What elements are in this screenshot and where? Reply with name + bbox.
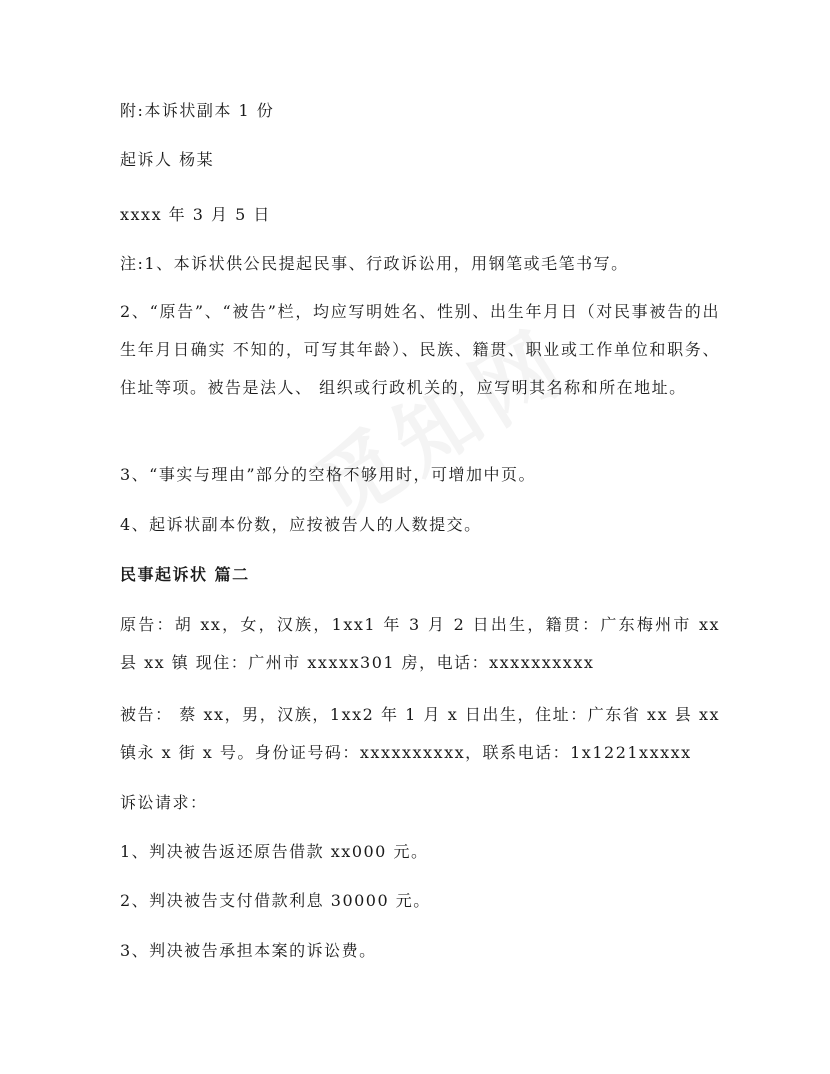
claim-item: 1、判决被告返还原告借款 xx000 元。: [120, 842, 429, 861]
date-line: xxxx 年 3 月 5 日: [120, 205, 271, 224]
claim-item: 2、判决被告支付借款利息 30000 元。: [120, 891, 431, 910]
claim-item: 3、判决被告承担本案的诉讼费。: [120, 941, 377, 960]
plaintiff-signature: 起诉人 杨某: [120, 150, 215, 169]
note-1: 注:1、本诉状供公民提起民事、行政诉讼用，用钢笔或毛笔书写。: [120, 254, 629, 273]
note-2: 2、“原告”、“被告”栏，均应写明姓名、性别、出生年月日（对民事被告的出生年月日确实 不知的，可写其年龄）、民族、籍贯、职业或工作单位和职务、住址等项。被告是法人、 组织或行政机关的，应写明其名称和所在地址。: [120, 302, 720, 397]
plaintiff-paragraph: 原告：胡 xx，女，汉族，1xx1 年 3 月 2 日出生，籍贯：广东梅州市 xx 县 xx 镇 现住：广州市 xxxxx301 房，电话：xxxxxxxxxx: [120, 615, 720, 672]
section-heading: 民事起诉状 篇二: [120, 565, 250, 584]
note-4: 4、起诉状副本份数，应按被告人的人数提交。: [120, 515, 482, 534]
attachment-line: 附:本诉状副本 1 份: [120, 101, 275, 120]
defendant-paragraph: 被告： 蔡 xx，男，汉族，1xx2 年 1 月 x 日出生，住址：广东省 xx 县 xx 镇永 x 街 x 号。身份证号码：xxxxxxxxxx，联系电话：1x1221xxxxx: [120, 705, 720, 762]
note-3: 3、“事实与理由”部分的空格不够用时，可增加中页。: [120, 465, 537, 484]
claims-label: 诉讼请求：: [120, 793, 208, 812]
